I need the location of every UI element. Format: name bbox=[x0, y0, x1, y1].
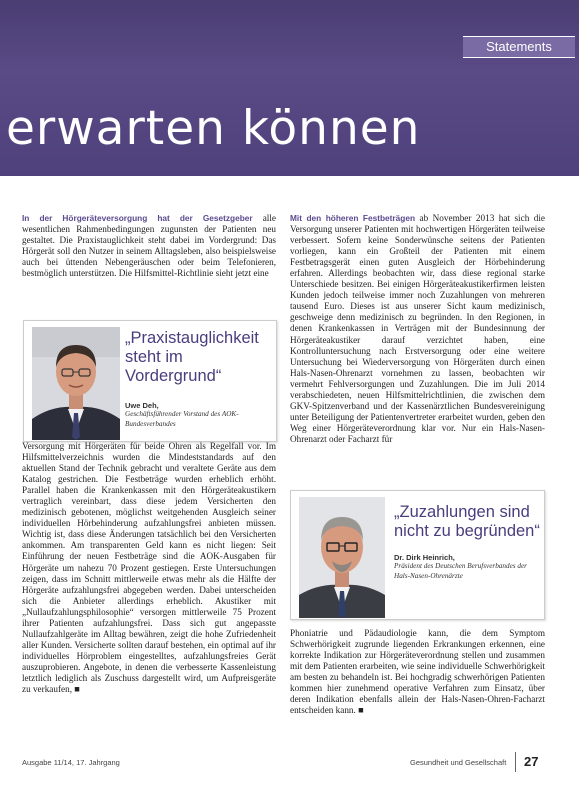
statement-2-name: Dr. Dirk Heinrich, bbox=[394, 553, 455, 562]
footer-divider bbox=[515, 752, 516, 772]
page-headline: erwarten können bbox=[6, 101, 421, 156]
left-intro-paragraph bbox=[22, 213, 276, 279]
statement-2-quote: „Zuzahlungen sind nicht zu begründen“ bbox=[394, 503, 540, 540]
header-banner bbox=[0, 0, 579, 176]
statement-1-role: Geschäftsführender Vorstand des AOK-Bundesverbandes bbox=[125, 410, 239, 428]
portrait-uwe-deh bbox=[32, 327, 120, 440]
right-intro-text: ab November 2013 hat sich die Versorgung unserer Patienten mit hochwertigen Hörgeräten teilweise verbessert. Sofern keine Sonderwünsche seitens der Patienten vorliegen, kann ein Großteil der Patienten mit einem Festbetragsgerät einen guten Ausgleich der Hörbehinderung erfahren. Allerdings beobachten wir, dass diese regional starke Unterschiede besitzen. Bei einigen Hörgeräteakustikerfirmen leisten Kunden jedoch teilweise immer noch Zuzahlungen von mehreren tausend Euro. Dieses ist aus unserer Sicht kaum medizinisch, geschweige denn medizinisch zu begründen. In den Regionen, in denen Krankenkassen in Verträgen mit der Bundesinnung der Hörgeräteakustiker darauf verzichtet haben, eine Kontrolluntersuchung nach Erstversorgung oder eine weitere Untersuchung bei Wiederversorgung von Hörgeräten durch einen Hals-Nasen-Ohrenarzt vornehmen zu lassen, beobachten wir vermehrt Fehlversorgungen und Zuzahlungen. Die im Juli 2014 verabschiedeten, neuen Hilfsmittelrichtlinien, die zwischen dem GKV-Spitzenverband und der Kassenärztlichen Bundesvereinigung unter Beteiligung der Patientenvertreter erarbeitet wurden, geben den Weg einer Hörgeräteverordnung klar vor. Nur ein Hals-Nasen-Ohrenarzt oder Facharzt für bbox=[290, 213, 545, 444]
footer-magazine: Gesundheit und Gesellschaft bbox=[410, 758, 507, 767]
statement-1-name: Uwe Deh, bbox=[125, 401, 159, 410]
statement-1-quote: „Praxistauglichkeit steht im Vordergrund“ bbox=[125, 329, 259, 385]
right-intro-paragraph bbox=[290, 213, 545, 445]
right-body-text: Phoniatrie und Pädaudiologie kann, die dem Symptom Schwerhörigkeit zugrunde liegenden Erkrankungen erkennen, eine korrekte Indikation zur Hörgeräteverordnung stellen und zusammen mit dem Patienten erarbeiten, wie seine individuelle Schwerhörigkeit am besten zu behandeln ist. Bei hochgradig schwerhörigen Patienten kommen hier zunehmend operative Verfahren zum Einsatz, über deren Indikation ebenfalls allein der Hals-Nasen-Ohren-Facharzt entscheiden kann. ■ bbox=[290, 628, 545, 716]
page-number: 27 bbox=[524, 754, 539, 769]
statement-box-uwe-deh bbox=[23, 320, 277, 442]
right-lead-text: Mit den höheren Festbeträgen bbox=[290, 213, 416, 223]
portrait-dirk-heinrich bbox=[299, 497, 385, 618]
statement-2-role: Präsident des Deutschen Berufsverbandes der Hals-Nasen-Ohrenärzte bbox=[394, 562, 527, 580]
left-body-text: Versorgung mit Hörgeräten für beide Ohren als Regelfall vor. Im Hilfsmittelverzeichnis wurden die Mindeststandards auf den aktuellen Stand der Technik gebracht und veraltete Geräte aus dem Katalog gestrichen. Die Festbeträge wurden erheblich erhöht. Parallel haben die Krankenkassen mit den Hörgeräteakustikern vertraglich vereinbart, dass diese jedem Versicherten den medizinisch gebotenen, möglichst weitgehenden Ausgleich seiner individuellen Hörbehinderung aufzahlungsfrei anbieten müssen. Wichtig ist, dass diese Änderungen tatsächlich bei den Versicherten ankommen. Am transparenten Geld kann es nicht liegen: Seit Einführung der neuen Festbeträge sind die AOK-Ausgaben für Hörgeräte um nahezu 70 Prozent gestiegen. Erste Untersuchungen zeigen, dass im Schnitt mittlerweile etwas mehr als die Hälfte der Hörgeräte aufzahlungsfrei abgegeben werden. Dabei unterscheiden sich die Anbieter allerdings erheblich. Akustiker mit „Nullaufzahlungsphilosophie“ versorgen mittlerweile 75 Prozent ihrer Patienten aufzahlungsfrei. Dass sich gut angepasste Nullaufzahlgeräte im Alltag bewähren, zeigt die hohe Zufriedenheit aller Kunden. Versicherte sollten darauf bestehen, ein optimal auf ihr individuelles Hörproblem eingestelltes, aufzahlungsfreies Gerät auszuprobieren. Angebote, in denen die verbesserte Kassenleistung letztlich lediglich als Zuschuss dargestellt wird, um Aufpreisgeräte zu verkaufen, ■ bbox=[22, 441, 276, 695]
statement-box-dirk-heinrich bbox=[290, 490, 545, 620]
footer-issue: Ausgabe 11/14, 17. Jahrgang bbox=[22, 758, 120, 767]
left-lead-text: In der Hörgeräteversorgung hat der Gesetzgeber bbox=[22, 213, 253, 223]
right-body-paragraph bbox=[290, 628, 545, 716]
left-intro-text: alle wesentlichen Rahmenbedingungen zugunsten der Patienten neu gestaltet. Die Praxistauglichkeit steht dabei im Vordergrund: Das Hörgerät soll den Nutzer in seinem Alltagsleben, also beispielsweise auch bei üttenden Nebengeräuschen oder beim Telefonieren, bestmöglich unterstützen. Die Hilfsmittel-Richtlinie sieht jetzt eine bbox=[22, 213, 276, 279]
section-tag: Statements bbox=[463, 36, 575, 58]
left-body-paragraph bbox=[22, 441, 276, 695]
